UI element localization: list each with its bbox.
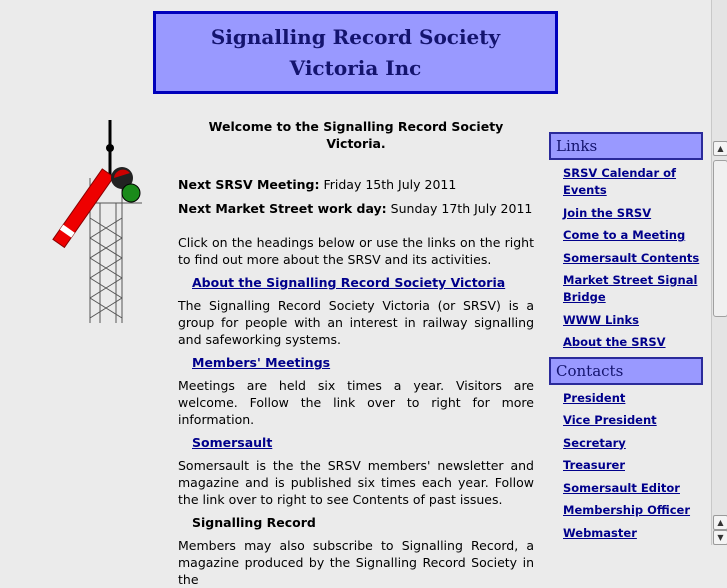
link-somersault-contents[interactable]: Somersault Contents — [563, 250, 700, 265]
next-meeting — [178, 176, 534, 193]
banner-title-line2: Victoria Inc — [289, 56, 422, 80]
section-text-somersault: Somersault is the the SRSV members' newsletter and magazine and is published six times each year. Follow the link over to right to see Contents of past issues. — [178, 458, 534, 507]
heading-link-meetings[interactable]: Members' Meetings — [192, 355, 331, 370]
link-meeting[interactable]: Come to a Meeting — [563, 228, 686, 242]
site-banner — [153, 11, 558, 94]
banner-title-line1: Signalling Record Society — [210, 25, 501, 49]
section-text-about: The Signalling Record Society Victoria (or SRSV) is a group for people with an interest in railway signalling and safeworking systems. — [178, 298, 534, 347]
links-box-title: Links — [549, 132, 703, 160]
main-content — [178, 118, 534, 588]
list-item — [563, 525, 703, 542]
list-item — [563, 250, 703, 267]
list-item — [563, 502, 703, 519]
link-calendar[interactable]: SRSV Calendar of Events — [563, 166, 677, 197]
link-signal-bridge[interactable]: Market Street Signal Bridge — [563, 273, 698, 304]
next-workday-label: Next Market Street work day: — [178, 201, 387, 216]
list-item — [563, 312, 703, 329]
list-item — [563, 165, 703, 199]
list-item — [563, 205, 703, 222]
link-vice-president[interactable]: Vice President — [563, 413, 657, 427]
links-list — [549, 160, 703, 351]
heading-signalling-record: Signalling Record — [192, 515, 316, 530]
link-treasurer[interactable]: Treasurer — [563, 458, 625, 472]
list-item — [563, 480, 703, 497]
sidebar — [549, 132, 703, 547]
scroll-up-lower-icon[interactable]: ▲ — [713, 515, 727, 530]
heading-link-somersault[interactable]: Somersault — [192, 435, 273, 450]
heading-link-about[interactable]: About the Signalling Record Society Victoria — [192, 275, 506, 290]
next-workday-value: Sunday 17th July 2011 — [386, 201, 533, 216]
list-item — [563, 435, 703, 452]
link-somersault-editor[interactable]: Somersault Editor — [563, 480, 680, 495]
section-text-meetings: Meetings are held six times a year. Visitors are welcome. Follow the link over to right for more information. — [178, 378, 534, 427]
scrollbar-thumb[interactable] — [713, 160, 727, 317]
list-item — [563, 334, 703, 351]
link-president[interactable]: President — [563, 390, 626, 405]
scroll-up-icon[interactable]: ▲ — [713, 141, 727, 156]
vertical-scrollbar[interactable] — [711, 0, 727, 545]
link-about-srsv[interactable]: About the SRSV — [563, 335, 666, 349]
list-item — [563, 272, 703, 306]
link-secretary[interactable]: Secretary — [563, 435, 626, 450]
next-meeting-label: Next SRSV Meeting: — [178, 177, 320, 192]
next-meeting-value: Friday 15th July 2011 — [319, 177, 457, 192]
link-webmaster[interactable]: Webmaster — [563, 525, 637, 540]
intro-text: Click on the headings below or use the links on the right to find out more about the SRSV and its activities. — [178, 235, 534, 267]
next-workday — [178, 200, 534, 217]
contacts-list — [549, 385, 703, 542]
list-item — [563, 412, 703, 429]
semaphore-signal-image — [24, 118, 154, 328]
list-item — [563, 227, 703, 244]
welcome-text: Welcome to the Signalling Record Society Victoria. — [208, 119, 504, 151]
link-www-links[interactable]: WWW Links — [563, 312, 640, 327]
link-membership-officer[interactable]: Membership Officer — [563, 503, 691, 517]
scroll-down-icon[interactable]: ▼ — [713, 530, 727, 545]
section-text-signalling-record: Members may also subscribe to Signalling Record, a magazine produced by the Signalling Record Society in the — [178, 538, 534, 587]
link-join[interactable]: Join the SRSV — [563, 205, 652, 220]
list-item — [563, 457, 703, 474]
list-item — [563, 390, 703, 407]
contacts-box-title: Contacts — [549, 357, 703, 385]
